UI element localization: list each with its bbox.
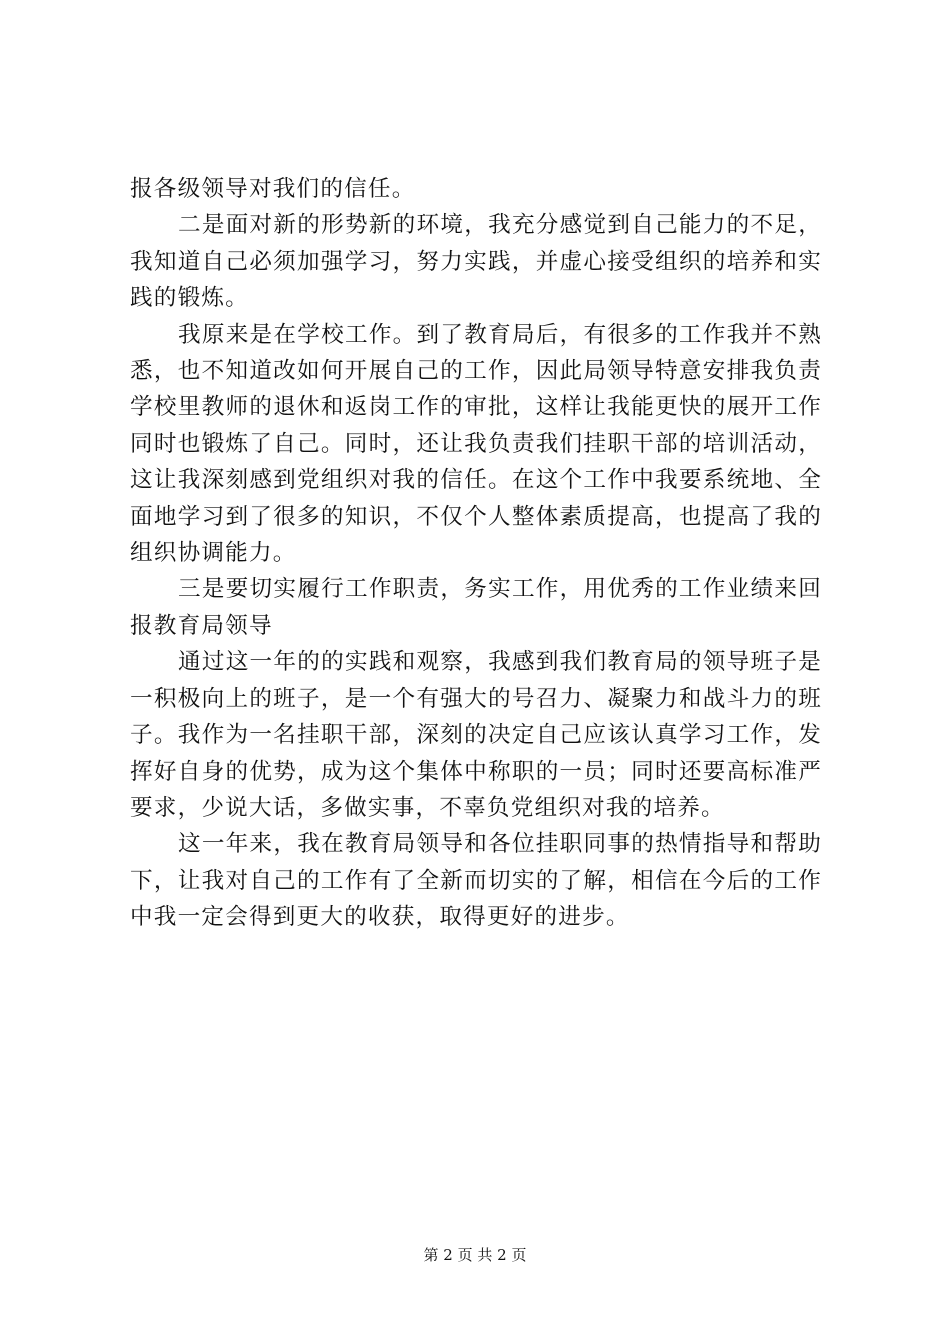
paragraph-2: 二是面对新的形势新的环境，我充分感觉到自己能力的不足，我知道自己必须加强学习，努力实践，并虚心接受组织的培养和实践的锻炼。	[130, 212, 822, 312]
paragraph-3: 我原来是在学校工作。到了教育局后，有很多的工作我并不熟悉，也不知道改如何开展自己的工作，因此局领导特意安排我负责学校里教师的退休和返岗工作的审批，这样让我能更快的展开工作同时也锻炼了自己。同时，还让我负责我们挂职干部的培训活动，这让我深刻感到党组织对我的信任。在这个工作中我要系统地、全面地学习到了很多的知识，不仅个人整体素质提高，也提高了我的组织协调能力。	[130, 321, 822, 567]
paragraph-5: 通过这一年的的实践和观察，我感到我们教育局的领导班子是一积极向上的班子，是一个有强大的号召力、凝聚力和战斗力的班子。我作为一名挂职干部，深刻的决定自己应该认真学习工作，发挥好自身的优势，成为这个集体中称职的一员；同时还要高标准严要求，少说大话，多做实事，不辜负党组织对我的培养。	[130, 649, 822, 821]
paragraph-4: 三是要切实履行工作职责，务实工作，用优秀的工作业绩来回报教育局领导	[130, 576, 822, 639]
paragraph-1: 报各级领导对我们的信任。	[130, 176, 416, 202]
document-body	[130, 171, 822, 936]
paragraph-6: 这一年来，我在教育局领导和各位挂职同事的热情指导和帮助下，让我对自己的工作有了全新而切实的了解，相信在今后的工作中我一定会得到更大的收获，取得更好的进步。	[130, 831, 822, 931]
page-number-footer: 第 2 页 共 2 页	[423, 1246, 527, 1264]
